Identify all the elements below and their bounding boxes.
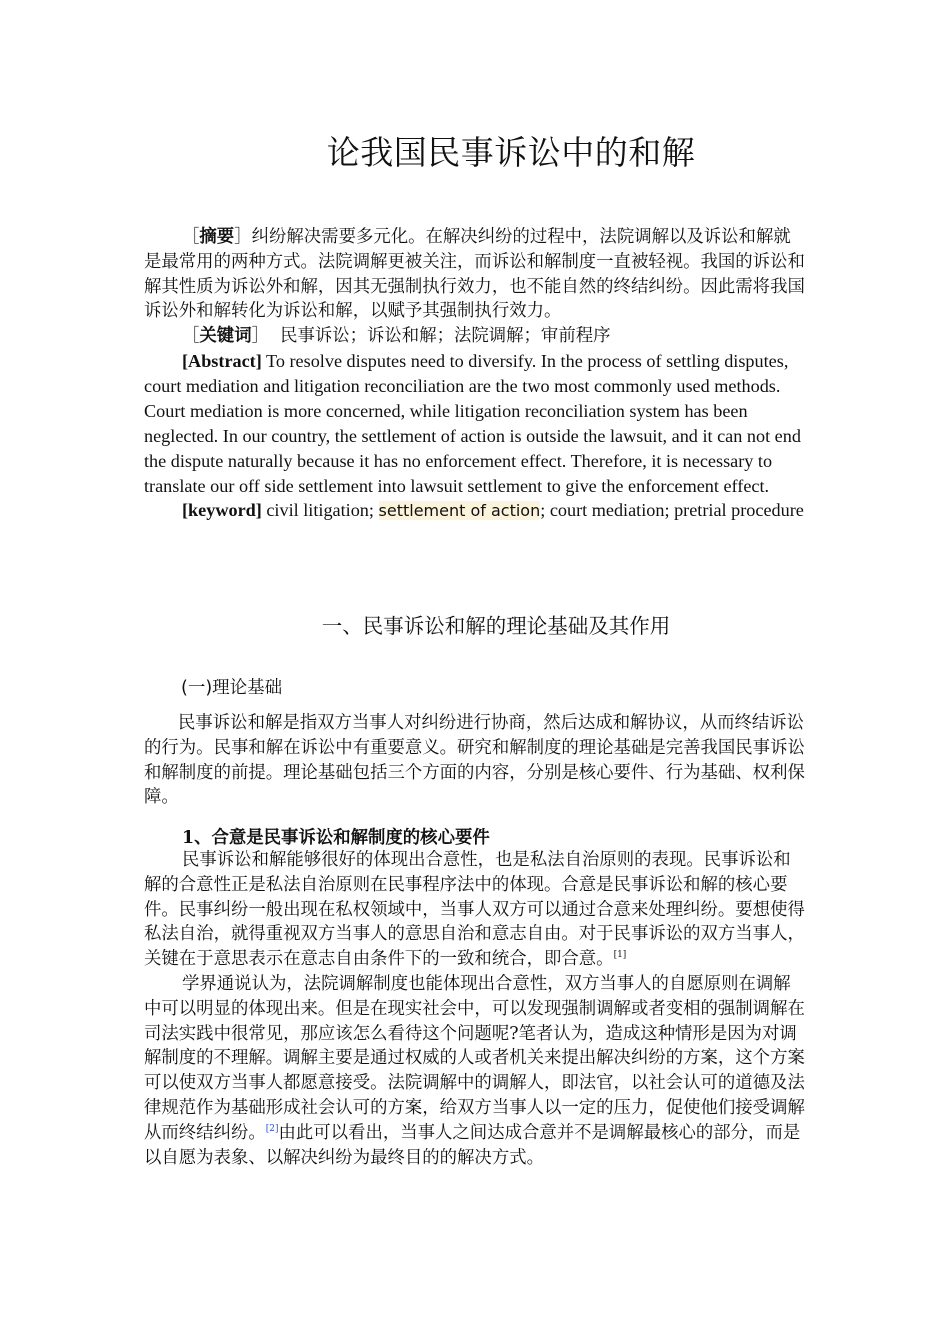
keywords-cn-bracket-close: ］ [251, 326, 269, 347]
abstract-en-text: To resolve disputes need to diversify. In the process of settling disputes, court mediation and litigation reconciliation are the two most commonly used methods. Court mediation is more concerned, while litigation reconciliation system has been neglected. In our country, the settlement of action is outside the lawsuit, and it can not end the dispute naturally because it has no enforcement effect. Therefore, it is necessary to translate our off side settlement into lawsuit settlement to give the enforcement effect. [144, 351, 801, 496]
paragraph-consensus [144, 848, 808, 972]
abstract-en-label: [Abstract] [182, 351, 262, 371]
citation-2-link[interactable]: [2] [265, 1123, 279, 1134]
subsection-1-heading: (一)理论基础 [181, 678, 283, 698]
abstract-en [144, 349, 808, 524]
page-title: 论我国民事诉讼中的和解 [326, 133, 696, 172]
paragraph-mediation-text-b: 由此可以看出，当事人之间达成合意并不是调解最核心的部分，而是以自愿为表象、以解决纠纷为最终目的的解决方式。 [144, 1122, 801, 1168]
keywords-cn-label: 关键词 [199, 326, 252, 347]
keywords-cn-paragraph [144, 324, 808, 349]
abstract-en-paragraph [144, 349, 808, 498]
abstract-cn-bracket-open: ［ [182, 227, 200, 247]
abstract-cn-text: 纠纷解决需要多元化。在解决纠纷的过程中，法院调解以及诉讼和解就是最常用的两种方式。法院调解更被关注，而诉讼和解制度一直被轻视。我国的诉讼和解其性质为诉讼外和解，因其无强制执行效力，也不能自然的终结纠纷。因此需将我国诉讼外和解转化为诉讼和解，以赋予其强制执行效力。 [144, 227, 805, 322]
item-1-body [144, 848, 808, 1170]
keywords-en-part2: ; court mediation; pretrial procedure [540, 500, 804, 521]
paragraph-definition: 民事诉讼和解是指双方当事人对纠纷进行协商，然后达成和解协议，从而终结诉讼的行为。民事和解在诉讼中有重要意义。研究和解制度的理论基础是完善我国民事诉讼和解制度的前提。理论基础包括三个方面的内容，分别是核心要件、行为基础、权利保障。 [144, 713, 805, 808]
paragraph-mediation-text-a: 学界通说认为，法院调解制度也能体现出合意性，双方当事人的自愿原则在调解中可以明显的体现出来。但是在现实社会中，可以发现强制调解或者变相的强制调解在司法实践中很常见，那应该怎么看待这个问题呢?笔者认为，造成这种情形是因为对调解制度的不理解。调解主要是通过权威的人或者机关来提出解决纠纷的方案，这个方案可以使双方当事人都愿意接受。法院调解中的调解人，即法官，以社会认可的道德及法律规范作为基础形成社会认可的方案，给双方当事人以一定的压力，促使他们接受调解从而终结纠纷。 [144, 973, 805, 1143]
keywords-en-part1: civil litigation; [266, 500, 374, 521]
subsection-1-body [144, 711, 808, 810]
citation-1[interactable]: [1] [613, 950, 627, 961]
keywords-cn-text: 民事诉讼；诉讼和解；法院调解；审前程序 [280, 326, 611, 347]
keywords-en-paragraph [144, 498, 808, 524]
abstract-cn-bracket-close: ］ [234, 227, 252, 247]
paragraph-mediation [144, 972, 808, 1170]
abstract-cn-label: 摘要 [199, 227, 235, 247]
keywords-en-label: [keyword] [182, 500, 262, 521]
keywords-cn-bracket-open: ［ [182, 326, 200, 347]
paragraph-consensus-text: 民事诉讼和解能够很好的体现出合意性，也是私法自治原则的表现。民事诉讼和解的合意性正是私法自治原则在民事程序法中的体现。合意是民事诉讼和解的核心要件。民事纠纷一般出现在私权领域中，当事人双方可以通过合意来处理纠纷。要想使得私法自治，就得重视双方当事人的意思自治和意志自由。对于民事诉讼的双方当事人，关键在于意思表示在意志自由条件下的一致和统合，即合意。 [144, 850, 805, 970]
abstract-cn-paragraph [144, 225, 808, 324]
section-1-heading: 一、民事诉讼和解的理论基础及其作用 [321, 614, 671, 638]
keywords-en-highlight: settlement of action [378, 501, 541, 521]
abstract-cn [144, 225, 808, 349]
item-1-heading: 1、合意是民事诉讼和解制度的核心要件 [182, 828, 490, 848]
